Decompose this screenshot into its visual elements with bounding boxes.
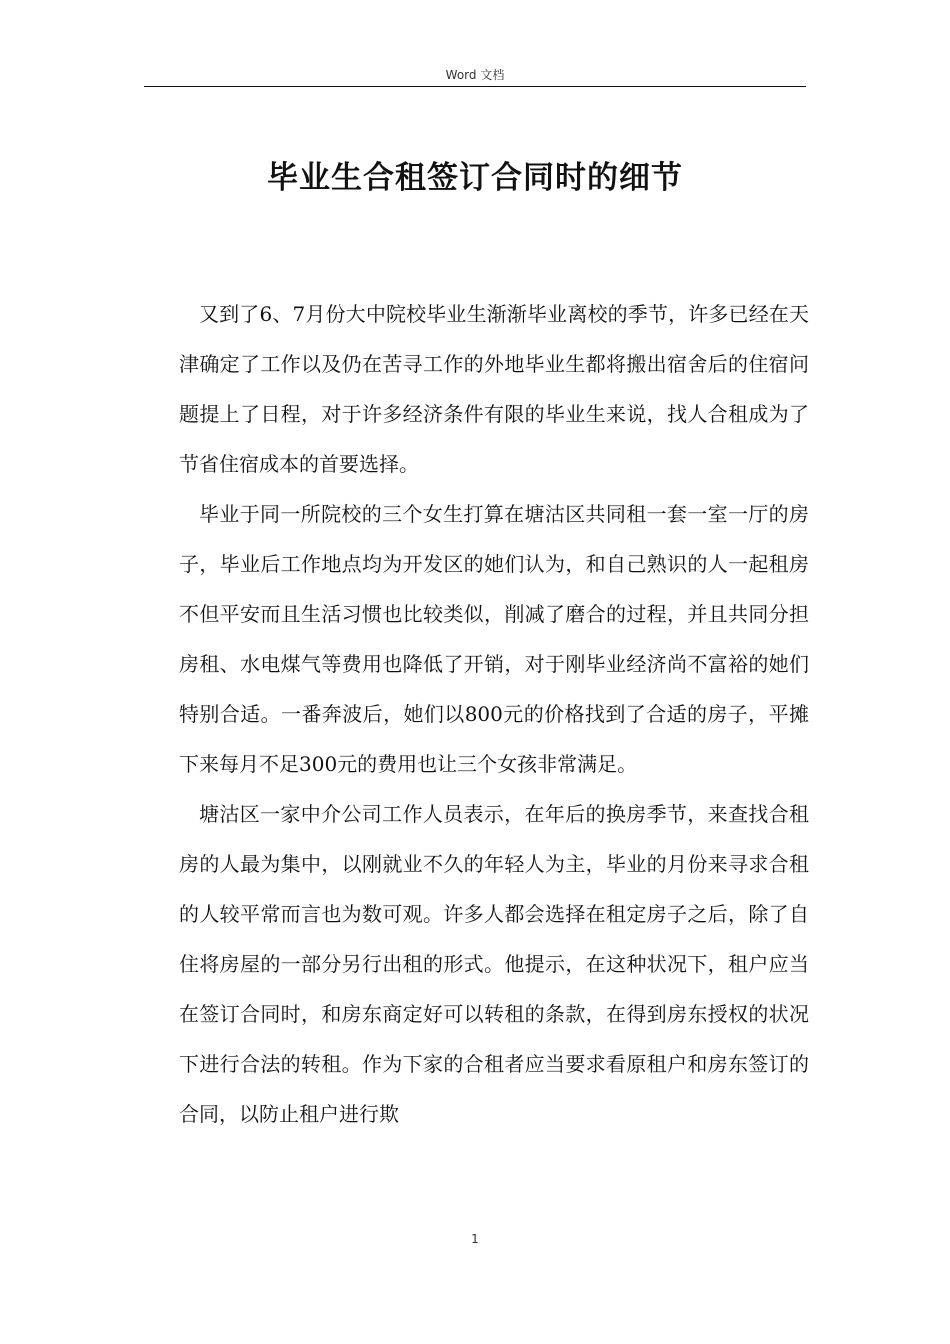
header-divider: [144, 86, 806, 87]
paragraph-2: 毕业于同一所院校的三个女生打算在塘沽区共同租一套一室一厅的房子，毕业后工作地点均为开发区的她们认为，和自己熟识的人一起租房不但平安而且生活习惯也比较类似，削减了磨合的过程，并且共同分担房租、水电煤气等费用也降低了开销，对于刚毕业经济尚不富裕的她们特别合适。一番奔波后，她们以800元的价格找到了合适的房子，平摊下来每月不足300元的费用也让三个女孩非常满足。: [179, 502, 809, 776]
page-number: 1: [471, 1232, 479, 1246]
document-body: [179, 289, 809, 1139]
document-title: 毕业生合租签订合同时的细节: [267, 160, 683, 196]
paragraph-1: 又到了6、7月份大中院校毕业生渐渐毕业离校的季节，许多已经在天津确定了工作以及仍在苦寻工作的外地毕业生都将搬出宿舍后的住宿问题提上了日程，对于许多经济条件有限的毕业生来说，找人合租成为了节省住宿成本的首要选择。: [179, 302, 809, 476]
paragraph-3: 塘沽区一家中介公司工作人员表示，在年后的换房季节，来查找合租房的人最为集中，以刚就业不久的年轻人为主，毕业的月份来寻求合租的人较平常而言也为数可观。许多人都会选择在租定房子之后，除了自住将房屋的一部分另行出租的形式。他提示，在这种状况下，租户应当在签订合同时，和房东商定好可以转租的条款，在得到房东授权的状况下进行合法的转租。作为下家的合租者应当要求看原租户和房东签订的合同，以防止租户进行欺: [179, 802, 809, 1126]
page-header-label: Word 文档: [445, 68, 505, 82]
